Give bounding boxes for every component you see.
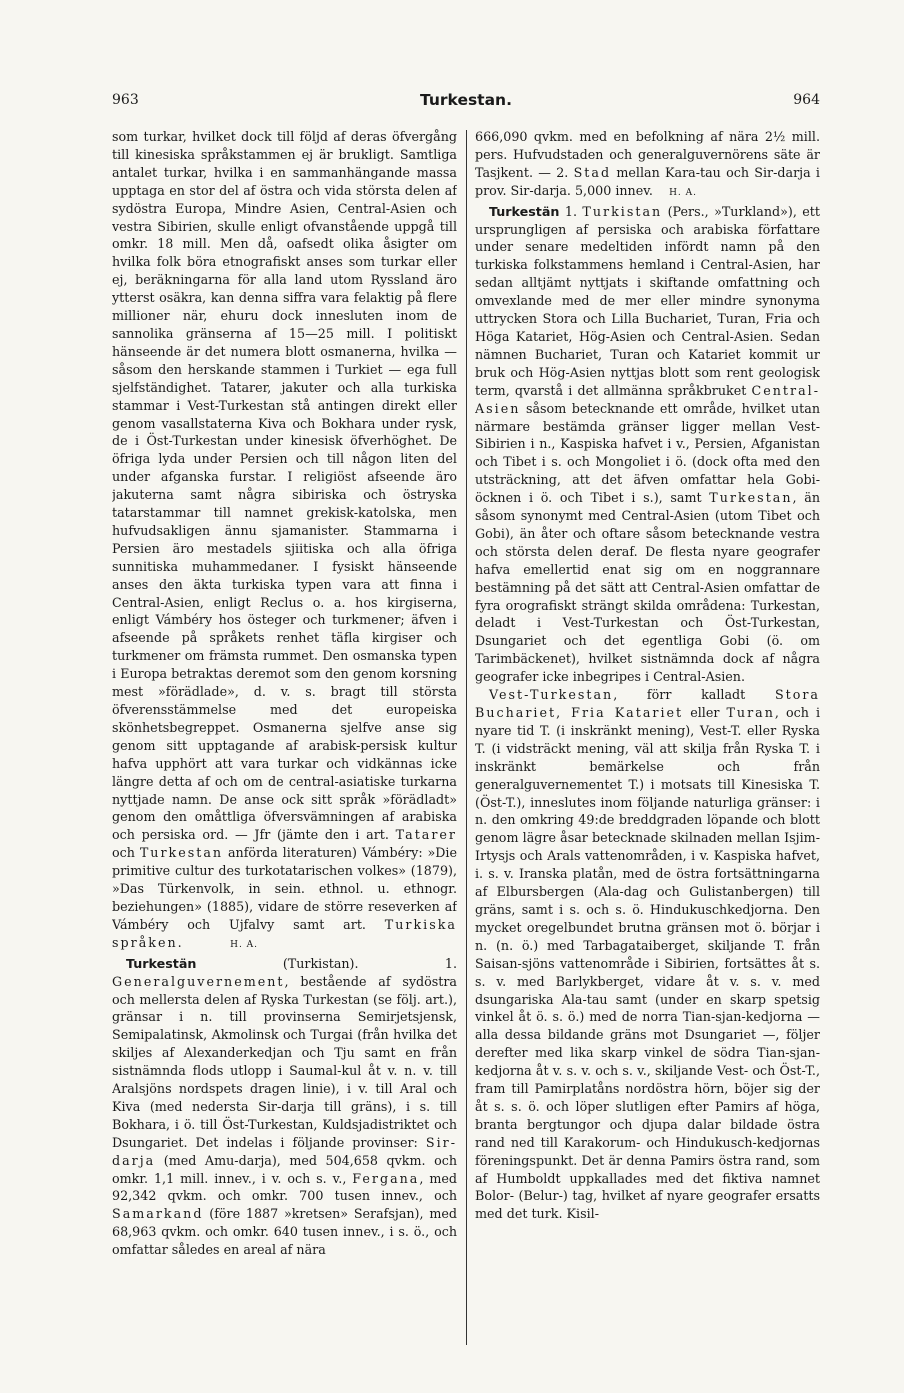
entry-turkestan-region: Turkestän 1. Turkistan (Pers., »Turkland»), ett ursprungligen af persiska och arabiska författare under senare medeltiden infördt namn på den turkiska folkstammens hemland i Central-Asien, har sedan alltjämt nyttjats i skiftande omfattning och omvexlande med de mer eller mindre synonyma uttrycken Stora och Lilla Buchariet, Turan, Fria och Höga Katariet, Hög-Asien och Central-Asien. Sedan nämnen Buchariet, Turan och Katariet kommit ur bruk och Hög-Asien nyttjas blott som rent geologisk term, qvarstå i det allmänna språkbruket Central-Asien såsom betecknande ett område, hvilket utan närmare bestämda gränser ligger mellan Vest-Sibirien i n., Kaspiska hafvet i v., Persien, Afganistan och Tibet i s. och Mongoliet i ö. (dock ofta med den utsträckning, att det äfven omfattar hela Gobi-öcknen i ö. och Tibet i s.), samt Turkestan, än såsom synonymt med Central-Asien (utom Tibet och Gobi), än åter och oftare såsom betecknande vestra och största delen deraf. De flesta nyare geografer hafva emellertid enat sig om en noggrannare bestämning på det sätt att Central-Asien omfattar de fyra orografiskt strängt skilda områdena: Turkestan, deladt i Vest-Turkestan och Öst-Turkestan, Dsungariet och det egentliga Gobi (ö. om Tarimbäckenet), hvilket sistnämnda dock af några geografer icke inbegripes i Central-Asien. bbox=[475, 203, 820, 685]
page-header bbox=[112, 92, 820, 114]
running-title: Turkestan. bbox=[420, 91, 512, 109]
page-number-right: 964 bbox=[793, 92, 820, 108]
author-signature: H. A. bbox=[669, 187, 698, 198]
right-column bbox=[475, 128, 820, 1333]
paragraph-generalguvernement-continued: 666,090 qvkm. med en befolkning af nära 2½ mill. pers. Hufvudstaden och generalguvernörens säte är Tasjkent. — 2. Stad mellan Kara-tau och Sir-darja i prov. Sir-darja. 5,000 innev. H. A. bbox=[475, 129, 820, 198]
paragraph-turks-continued: som turkar, hvilket dock till följd af deras öfvergång till kinesiska språkstammen ej är brukligt. Samtliga antalet turkar, hvilka i en sammanhängande massa upptaga en stor del af östra och vida största delen af sydöstra Europa, Mindre Asien, Central-Asien och vestra Sibirien, skulle enligt ofvanstående uppgå till omkr. 18 mill. Men då, oafsedt olika åsigter om hvilka folk böra etnografiskt anses som turkar eller ej, beräkningarna för alla land utom Ryssland äro ytterst osäkra, kan denna siffra vara felaktig på flere millioner när, ehuru dock innesluten inom de sannolika gränserna af 15—25 mill. I politiskt hänseende är det numera blott osmanerna, hvilka — såsom den herskande stammen i Turkiet — ega full sjelfständighet. Tatarer, jakuter och alla turkiska stammar i Vest-Turkestan stå antingen direkt eller genom vasallstaterna Kiva och Bokhara under rysk, de i Öst-Turkestan under kinesisk öfverhöghet. De öfriga lyda under Persien och till någon liten del under afganska furstar. I religiöst afseende äro jakuterna samt några sibiriska och östryska tatarstammar till namnet grekisk-katolska, men hufvudsakligen ännu sjamanister. Stammarna i Persien äro mestadels sjiitiska och alla öfriga sunnitiska muhammedaner. I fysiskt hänseende anses den äkta turkiska typen vara att finna i Central-Asien, enligt Reclus o. a. hos kirgiserna, enligt Vámbéry hos östeger och turkmener; äfven i afseende på språkets renhet täfla kirgiser och turkmener om främsta rummet. Den osmanska typen i Europa betraktas deremot som den genom korsning mest »förädlade», d. v. s. bragt till största öfverensstämmelse med det europeiska skönhetsbegreppet. Osmanerna sjelfve anse sig genom sitt upptagande af arabisk-persisk kultur hafva upphört att vara turkar och vidkännas icke längre detta af och om de central-asiatiske turkarna nyttjade namn. De anse ock sitt språk »förädladt» genom den omåttliga öfversvämningen af arabiska och persiska ord. — Jfr (jämte den i art. Tatarer och Turkestan anförda literaturen) Vámbéry: »Die primitive cultur des turkotatarischen volkes» (1879), »Das Türkenvolk, in sein. ethnol. u. ethnogr. beziehungen» (1885), vidare de större reseverken af Vámbéry och Ujfalvy samt art. Turkiska språken. H. A. bbox=[112, 129, 457, 950]
left-column bbox=[112, 128, 457, 1333]
entry-headword: Turkestän bbox=[126, 955, 197, 971]
column-divider bbox=[466, 130, 467, 1345]
page-number-left: 963 bbox=[112, 92, 139, 108]
entry-turkestan-generalguvernement: Turkestän (Turkistan). 1. Generalguvernement, bestående af sydöstra och mellersta delen af Ryska Turkestan (se följ. art.), gränsar i n. till provinserna Semirjetsjensk, Semipalatinsk, Akmolinsk och Turgai (från hvilka det skiljes af Alexanderkedjan och Tju samt en från sistnämnda flods utlopp i Saumal-kul åt v. n. v. till Aralsjöns nordspets dragen linie), i v. till Aral och Kiva (med nedersta Sir-darja till gräns), i s. till Bokhara, i ö. till Öst-Turkestan, Kuldsjadistriktet och Dsungariet. Det indelas i följande provinser: Sir-darja (med Amu-darja), med 504,658 qvkm. och omkr. 1,1 mill. innev., i v. och s. v., Fergana, med 92,342 qvkm. och omkr. 700 tusen innev., och Samarkand (före 1887 »kretsen» Serafsjan), med 68,963 qvkm. och omkr. 640 tusen innev., i s. ö., och omfattar således en areal af nära bbox=[112, 955, 457, 1258]
entry-headword: Turkestän bbox=[489, 203, 560, 219]
paragraph-vest-turkestan: Vest-Turkestan, förr kalladt Stora Buchariet, Fria Katariet eller Turan, och i nyare tid T. (i inskränkt mening), Vest-T. eller Ryska T. (i vidsträckt mening, väl att skilja från Ryska T. i inskränkt bemärkelse och från generalguvernementet T.) i motsats till Kinesiska T. (Öst-T.), inneslutes inom följande naturliga gränser: i n. den omkring 49:de breddgraden löpande och blott genom lägre åsar betecknade skilnaden mellan Isjim-Irtysjs och Arals vattenområden, i v. Kaspiska hafvet, i. s. v. Iranska platån, med de östra fortsättningarna af Elbursbergen (Ala-dag och Gulistanbergen) till gräns, samt i s. och s. ö. Hindukuschkedjorna. Den mycket oregelbundet brutna gränsen mot ö. börjar i n. (n. ö.) med Tarbagataiberget, skiljande T. från Saisan-sjöns vattenområde i Sibirien, fortsättes åt s. s. v. med Barlykberget, vidare åt v. s. v. med dsungariska Ala-tau samt (under en skarp spetsig vinkel åt ö. s. ö.) med de norra Tian-sjan-kedjorna — alla dessa bildande gräns mot Dsungariet —, följer derefter med lika skarp vinkel de södra Tian-sjan-kedjorna åt v. s. v. och s. v., skiljande Vest- och Öst-T., fram till Pamirplatåns nordöstra hörn, böjer sig der åt s. s. ö. och löper slutligen efter Pamirs af höga, branta bergtungor och djupa dalar bildade östra rand ned till Karakorum- och Hindukusch-kedjornas föreningspunkt. Det är denna Pamirs östra rand, som af Humboldt uppkallades med det fiktiva namnet Bolor- (Belur-) tag, hvilket af nyare geografer ersatts med det turk. Kisil- bbox=[475, 687, 820, 1222]
author-signature: H. A. bbox=[230, 939, 259, 950]
